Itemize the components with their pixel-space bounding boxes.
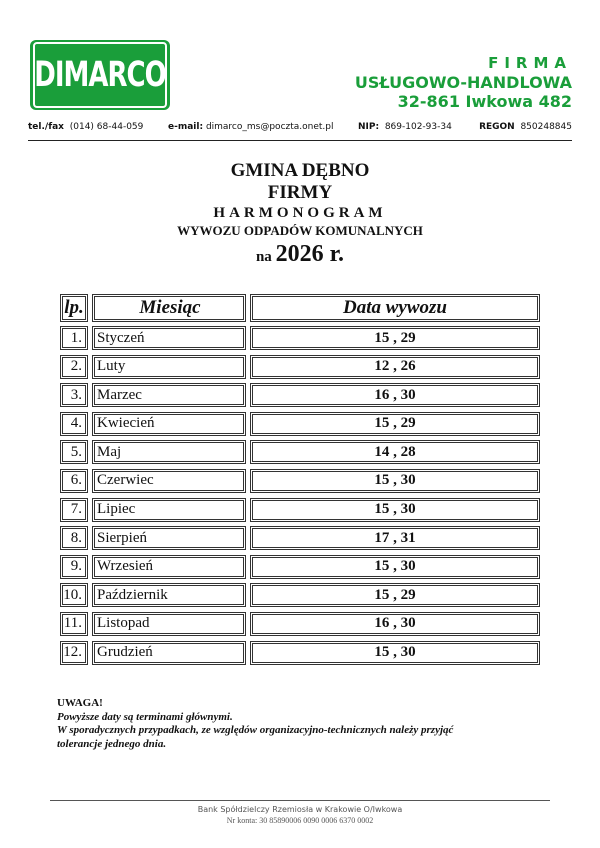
- note-line-1: Powyższe daty są terminami głównymi.: [57, 710, 233, 723]
- row-dates: 12 , 26: [250, 355, 540, 379]
- table-row: [57, 353, 542, 382]
- title-subtitle: WYWOZU ODPADÓW KOMUNALNYCH: [177, 223, 423, 238]
- row-month: Grudzień: [92, 641, 246, 665]
- title-harmonogram: HARMONOGRAM: [213, 205, 387, 221]
- row-dates: 14 , 28: [250, 440, 540, 464]
- table-row: [57, 438, 542, 467]
- header-month: Miesiąc: [92, 294, 246, 322]
- row-month: Maj: [92, 440, 246, 464]
- email: [168, 122, 334, 132]
- table-row: [57, 467, 542, 496]
- table-row: [57, 324, 542, 353]
- company-line-2: USŁUGOWO-HANDLOWA: [354, 73, 572, 92]
- row-month: Luty: [92, 355, 246, 379]
- table-row: [57, 553, 542, 582]
- note-section: [57, 697, 453, 751]
- year-prefix: na: [255, 249, 272, 265]
- row-dates: 16 , 30: [250, 383, 540, 407]
- document-title: [0, 160, 600, 268]
- row-dates: 15 , 30: [250, 498, 540, 522]
- row-lp: 11.: [60, 612, 88, 636]
- footer-account: Nr konta: 30 85890006 0090 0006 6370 0002: [226, 816, 374, 825]
- note-line-2: W sporadycznych przypadkach, ze względów organizacyjno-technicznych należy przyjąć: [57, 724, 454, 736]
- row-lp: 12.: [60, 641, 88, 665]
- row-month: Listopad: [92, 612, 246, 636]
- nip-label: NIP:: [358, 122, 380, 132]
- note-title: UWAGA!: [57, 697, 103, 709]
- row-dates: 15 , 30: [250, 555, 540, 579]
- row-lp: 5.: [60, 440, 88, 464]
- row-dates: 15 , 30: [250, 469, 540, 493]
- regon: [479, 122, 572, 132]
- row-month: Styczeń: [92, 326, 246, 350]
- table-row: [57, 410, 542, 439]
- table-row: [57, 581, 542, 610]
- row-lp: 9.: [60, 555, 88, 579]
- email-label: e-mail:: [168, 122, 204, 132]
- row-month: Kwiecień: [92, 412, 246, 436]
- footer: [0, 804, 600, 826]
- row-lp: 7.: [60, 498, 88, 522]
- note-line-3: tolerancje jednego dnia.: [57, 737, 167, 750]
- title-gmina: GMINA DĘBNO: [230, 160, 370, 181]
- footer-bank: Bank Spółdzielczy Rzemiosła w Krakowie O/Iwkowa: [197, 805, 403, 814]
- table-header: [57, 292, 542, 324]
- title-firmy: FIRMY: [267, 182, 333, 203]
- table-row: [57, 381, 542, 410]
- row-dates: 17 , 31: [250, 526, 540, 550]
- email-value: dimarco_ms@poczta.onet.pl: [205, 122, 334, 132]
- tel-fax: [28, 122, 143, 132]
- tel-label: tel./fax: [28, 122, 64, 132]
- row-lp: 1.: [60, 326, 88, 350]
- header-lp: lp.: [60, 294, 88, 322]
- logo-frame: [33, 42, 167, 108]
- table-row: [57, 610, 542, 639]
- row-lp: 6.: [60, 469, 88, 493]
- row-month: Wrzesień: [92, 555, 246, 579]
- schedule-table: [57, 292, 542, 667]
- title-year: [0, 241, 600, 268]
- company-line-3: 32-861 Iwkowa 482: [397, 92, 572, 111]
- row-lp: 3.: [60, 383, 88, 407]
- row-month: Lipiec: [92, 498, 246, 522]
- table-row: [57, 496, 542, 525]
- row-month: Czerwiec: [92, 469, 246, 493]
- company-info: [355, 54, 572, 111]
- row-lp: 2.: [60, 355, 88, 379]
- table-row: [57, 639, 542, 668]
- dimarco-logo: [30, 40, 170, 110]
- header-date: Data wywozu: [250, 294, 540, 322]
- company-line-1: FIRMA: [488, 54, 572, 72]
- row-dates: 15 , 29: [250, 326, 540, 350]
- row-month: Sierpień: [92, 526, 246, 550]
- row-lp: 8.: [60, 526, 88, 550]
- row-dates: 15 , 29: [250, 412, 540, 436]
- logo-text: DIMARCO: [34, 54, 166, 96]
- nip: [358, 122, 452, 132]
- regon-label: REGON: [479, 122, 515, 132]
- year-value: 2026 r.: [275, 241, 345, 267]
- row-lp: 4.: [60, 412, 88, 436]
- footer-divider: [50, 800, 550, 801]
- regon-value: 850248845: [520, 122, 572, 132]
- row-dates: 15 , 29: [250, 583, 540, 607]
- tel-value: (014) 68-44-059: [69, 122, 144, 132]
- row-month: Marzec: [92, 383, 246, 407]
- row-month: Październik: [92, 583, 246, 607]
- table-row: [57, 524, 542, 553]
- contact-bar: [28, 122, 572, 141]
- row-lp: 10.: [60, 583, 88, 607]
- row-dates: 16 , 30: [250, 612, 540, 636]
- row-dates: 15 , 30: [250, 641, 540, 665]
- nip-value: 869-102-93-34: [384, 122, 452, 132]
